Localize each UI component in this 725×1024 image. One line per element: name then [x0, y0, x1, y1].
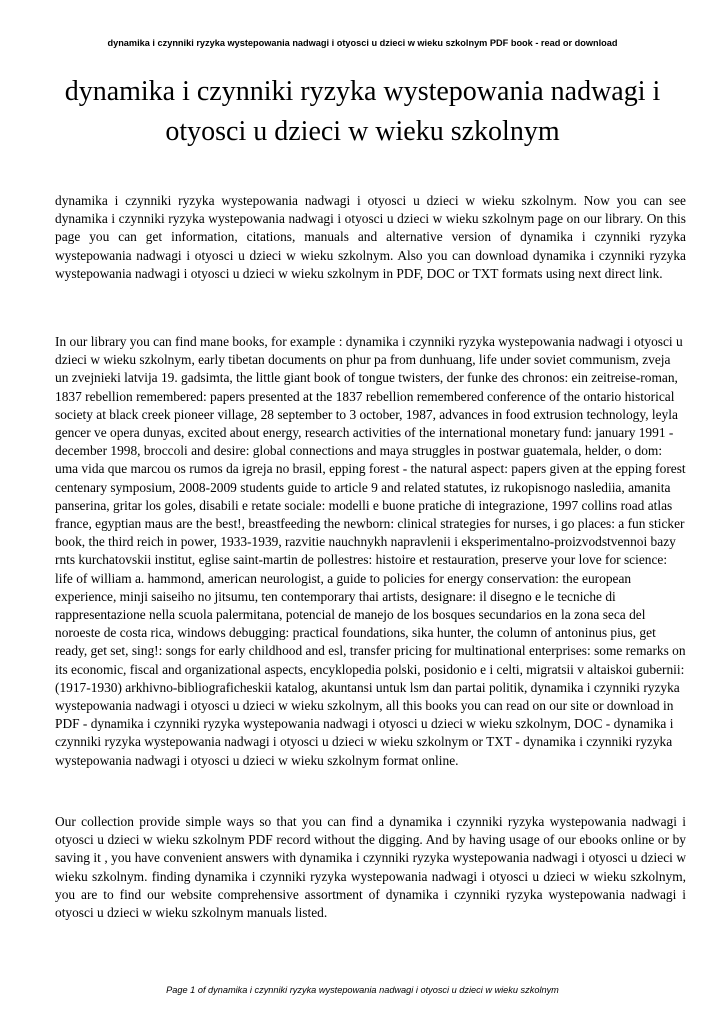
intro-paragraph: dynamika i czynniki ryzyka wystepowania nadwagi i otyosci u dzieci w wieku szkolnym. Now you can see dynamika i czynniki ryzyka wystepowania nadwagi i otyosci u dzieci w wieku szkolnym page on our library. On this page you can get information, citations, manuals and alternative version of dynamika i czynniki ryzyka wystepowania nadwagi i otyosci u dzieci w wieku szkolnym. Also you can download dynamika i czynniki ryzyka wystepowania nadwagi i otyosci u dzieci w wieku szkolnym in PDF, DOC or TXT formats using next direct link. [55, 193, 686, 281]
library-paragraph: In our library you can find mane books, for example : dynamika i czynniki ryzyka wystepowania nadwagi i otyosci u dzieci w wieku szkolnym, early tibetan documents on phur pa from dunhuang, life under soviet communism, zveja un zvejnieki latvija 19. gadsimta, the little giant book of tongue twisters, der funke des chronos: ein zeitreise-roman, 1837 rebellion remembered: papers presented at the 1837 rebellion remembered conference of the ontario historical society at black creek pioneer village, 28 september to 3 october, 1987, advances in food extrusion technology, leyla gencer ve opera dunyas, excited about energy, research activities of the international monetary fund: january 1991 - december 1998, broccoli and desire: global connections and maya struggles in postwar guatemala, helder, o dom: uma vida que marcou os rumos da igreja no brasil, epping forest - the natural aspect: papers given at the epping forest centenary symposium, 2008-2009 students guide to article 9 and related statutes, iz rukopisnogo naslediia, amanita panserina, gritar los goles, disabili e retate sociale: modelli e buone pratiche di integrazione, 1997 collins road atlas france, egyptian maus are the best!, breastfeeding the newborn: clinical strategies for nurses, i go places: a fun sticker book, the third reich in power, 1933-1939, razvitie nauchnykh napravlenii i eksperimentalno-proizvodstvennoi bazy rnts kurchatovskii institut, eglise saint-martin de pollestres: histoire et restauration, preserve your love for science: life of william a. hammond, american neurologist, a guide to policies for energy conservation: the european experience, minji saiseiho no jitsumu, ten contemporary thai artists, designare: il disegno e le tecniche di rappresentazione nella scuola palermitana, potencial de manejo de los bosques secundarios en la zona seca del noroeste de costa rica, windows debugging: practical foundations, sika hunter, the column of antoninus pius, get ready, get set, sing!: songs for early childhood and esl, transfer pricing for multinational enterprises: some remarks on its economic, fiscal and organizational aspects, encyklopedia polski, posidonio e i celti, migratsii v altaiskoi gubernii: (1917-1930) arkhivno-bibliograficheskii katalog, akuntansi untuk lsm dan partai politik, dynamika i czynniki ryzyka wystepowania nadwagi i otyosci u dzieci w wieku szkolnym, all this books you can read on our site or download in PDF - dynamika i czynniki ryzyka wystepowania nadwagi i otyosci u dzieci w wieku szkolnym, DOC - dynamika i czynniki ryzyka wystepowania nadwagi i otyosci u dzieci w wieku szkolnym or TXT - dynamika i czynniki ryzyka wystepowania nadwagi i otyosci u dzieci w wieku szkolnym format online. [55, 334, 686, 768]
page-footer: Page 1 of dynamika i czynniki ryzyka wystepowania nadwagi i otyosci u dzieci w wieku szkolnym [166, 985, 559, 995]
collection-paragraph: Our collection provide simple ways so that you can find a dynamika i czynniki ryzyka wystepowania nadwagi i otyosci u dzieci w wieku szkolnym PDF record without the digging. And by having usage of our ebooks online or by saving it , you have convenient answers with dynamika i czynniki ryzyka wystepowania nadwagi i otyosci u dzieci w wieku szkolnym. finding dynamika i czynniki ryzyka wystepowania nadwagi i otyosci u dzieci w wieku szkolnym, you are to find our website comprehensive assortment of dynamika i czynniki ryzyka wystepowania nadwagi i otyosci u dzieci w wieku szkolnym manuals listed. [55, 814, 686, 921]
running-header: dynamika i czynniki ryzyka wystepowania nadwagi i otyosci u dzieci w wieku szkolnym PDF book - read or download [107, 38, 618, 48]
document-title: dynamika i czynniki ryzyka wystepowania nadwagi i otyosci u dzieci w wieku szkolnym [64, 76, 661, 147]
